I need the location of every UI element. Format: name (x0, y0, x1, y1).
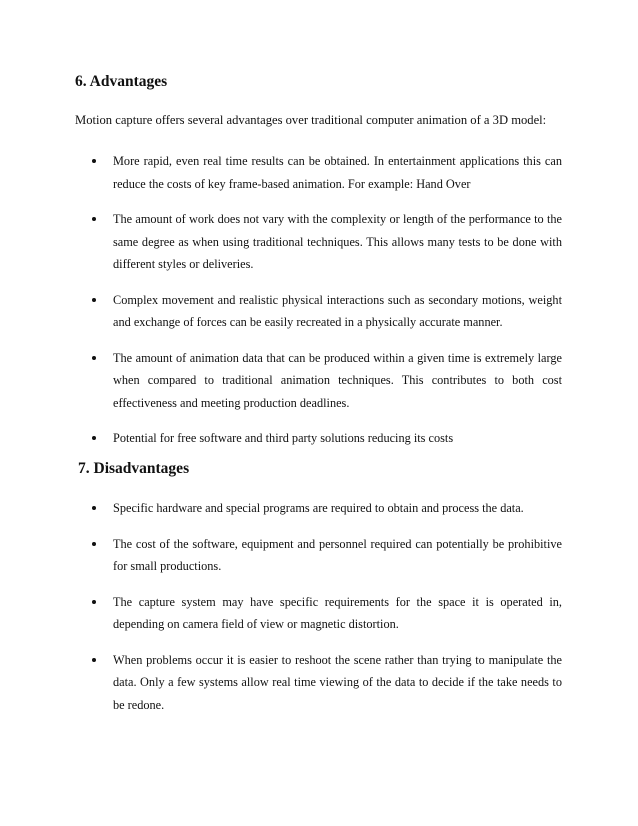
list-item-text: The capture system may have specific requirements for the space it is operated in, depending on camera field of view or magnetic distortion. (113, 594, 562, 631)
list-item-text: The cost of the software, equipment and personnel required can potentially be prohibitive for small productions. (113, 536, 562, 573)
list-item-text: The amount of animation data that can be produced within a given time is extremely large when compared to traditional animation techniques. This contributes to both cost effectiveness and meeting production deadlines. (113, 350, 562, 410)
list-item-text: When problems occur it is easier to reshoot the scene rather than trying to manipulate the data. Only a few systems allow real time viewing of the data to decide if the take needs to be redone. (113, 652, 562, 712)
list-item-text: The amount of work does not vary with the complexity or length of the performance to the same degree as when using traditional techniques. This allows many tests to be done with different styles or deliveries. (113, 212, 562, 271)
disadvantages-list (0, 497, 638, 729)
list-item (0, 591, 638, 636)
list-item-text: More rapid, even real time results can be obtained. In entertainment applications this can reduce the costs of key frame-based animation. For example: Hand Over (113, 154, 562, 191)
bullet-icon (92, 506, 96, 510)
bullet-icon (92, 658, 96, 662)
bullet-icon (92, 542, 96, 546)
bullet-icon (92, 298, 96, 302)
bullet-icon (92, 436, 96, 440)
section-heading-advantages: 6. Advantages (75, 73, 168, 90)
bullet-icon (92, 217, 96, 221)
list-item (0, 649, 638, 717)
list-item (0, 347, 638, 415)
list-item-text: Specific hardware and special programs are required to obtain and process the data. (113, 501, 524, 515)
bullet-icon (92, 600, 96, 604)
list-item (0, 427, 638, 450)
list-item (0, 533, 638, 578)
advantages-list (0, 150, 638, 463)
list-item-text: Potential for free software and third party solutions reducing its costs (113, 431, 454, 445)
list-item-text: Complex movement and realistic physical interactions such as secondary motions, weight and exchange of forces can be easily recreated in a physically accurate manner. (113, 292, 562, 329)
advantages-intro: Motion capture offers several advantages over traditional computer animation of a 3D model: (75, 113, 547, 127)
list-item (0, 289, 638, 334)
bullet-icon (92, 159, 96, 163)
list-item (0, 208, 638, 276)
list-item (0, 150, 638, 195)
bullet-icon (92, 356, 96, 360)
list-item (0, 497, 638, 520)
section-heading-disadvantages: 7. Disadvantages (78, 460, 190, 477)
